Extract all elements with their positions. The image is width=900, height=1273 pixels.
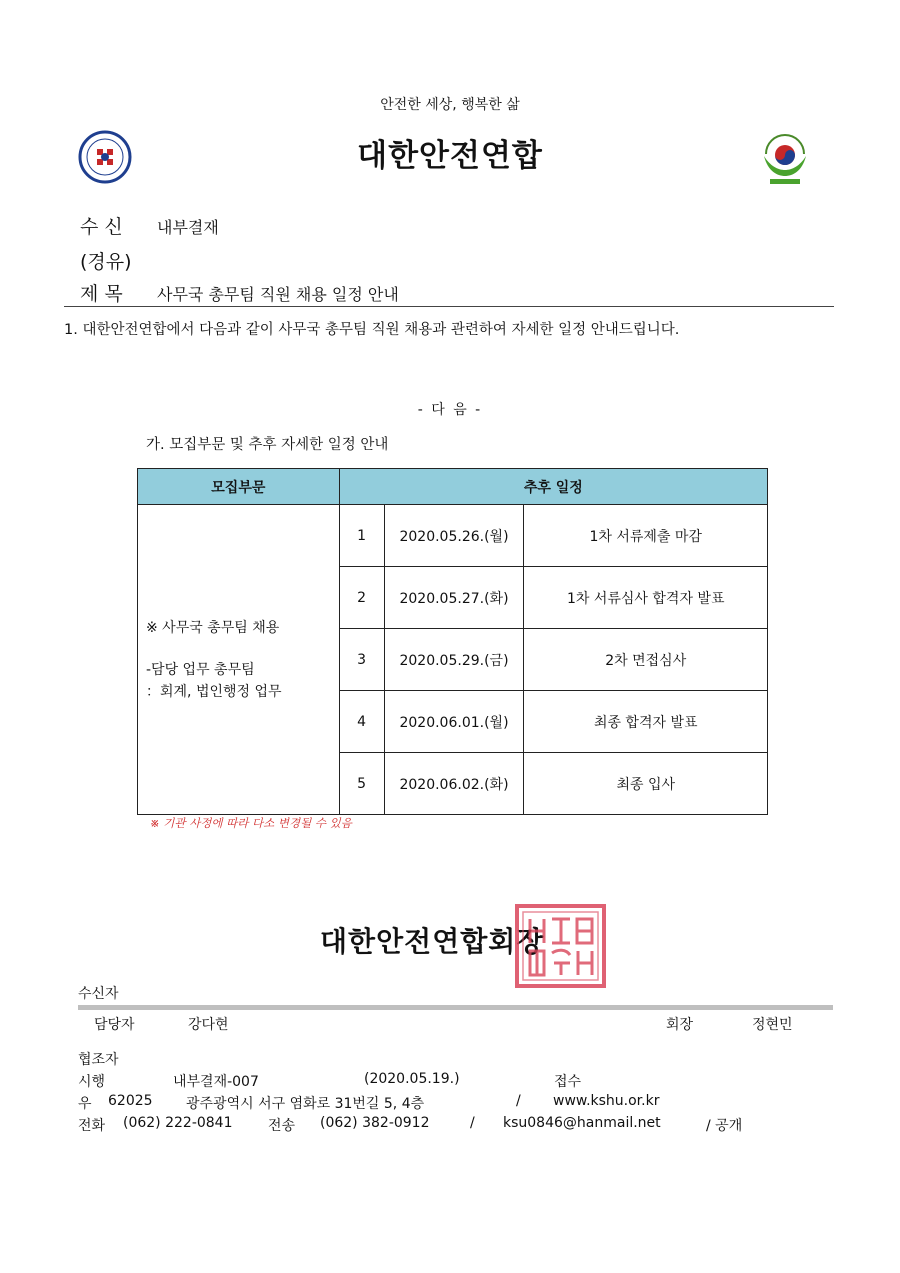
section-title: 가. 모집부문 및 추후 자세한 일정 안내 <box>146 437 389 453</box>
zip-label: 우 <box>78 1096 92 1112</box>
official-seal-stamp <box>514 903 607 989</box>
row-number: 1 <box>339 505 384 567</box>
column-header-dept: 모집부문 <box>138 469 340 505</box>
row-number: 3 <box>339 629 384 691</box>
fax-label: 전송 <box>268 1118 296 1134</box>
subject-label: 제 목 <box>80 283 123 305</box>
row-date: 2020.06.01.(월) <box>384 691 524 753</box>
dept-line-1: ※ 사무국 총무팀 채용 <box>146 619 280 636</box>
recipients-label: 수신자 <box>78 986 119 1002</box>
execution-doc-number: 내부결재-007 <box>173 1074 259 1090</box>
row-number: 4 <box>339 691 384 753</box>
address-separator: / <box>516 1093 521 1109</box>
dept-cell <box>138 505 340 815</box>
person-in-charge-label: 담당자 <box>94 1017 135 1033</box>
row-date: 2020.06.02.(화) <box>384 753 524 815</box>
website-link[interactable]: www.kshu.or.kr <box>553 1093 660 1109</box>
change-notice: ※ 기관 사정에 따라 다소 변경될 수 있음 <box>150 816 352 830</box>
recipient-value: 내부결재 <box>157 218 219 237</box>
org-title: 대한안전연합 <box>357 138 543 174</box>
chief-name: 정현민 <box>752 1017 793 1033</box>
disclosure-status: / 공개 <box>706 1118 743 1134</box>
phone-label: 전화 <box>78 1118 106 1134</box>
zip-code: 62025 <box>108 1093 153 1109</box>
address: 광주광역시 서구 염화로 31번길 5, 4층 <box>186 1096 425 1112</box>
fax-number: (062) 382-0912 <box>320 1115 430 1131</box>
table-header-row <box>138 469 768 505</box>
contact-separator: / <box>470 1115 475 1131</box>
slogan: 안전한 세상, 행복한 삶 <box>380 97 520 113</box>
center-note: - 다 음 - <box>417 402 483 418</box>
body-paragraph: 1. 대한안전연합에서 다음과 같이 사무국 총무팀 직원 채용과 관련하여 자세한 일정 안내드립니다. <box>64 322 680 338</box>
row-number: 2 <box>339 567 384 629</box>
phone-number: (062) 222-0841 <box>123 1115 233 1131</box>
signature-title: 대한안전연합회장 <box>320 925 545 958</box>
table-row <box>138 505 768 567</box>
row-event: 1차 서류제출 마감 <box>524 505 768 567</box>
recipient-label: 수 신 <box>80 216 123 238</box>
dept-line-2: -담당 업무 총무팀 <box>146 661 255 678</box>
footer-divider-bar <box>78 1005 833 1010</box>
execution-date: (2020.05.19.) <box>364 1071 460 1087</box>
subject-value: 사무국 총무팀 직원 채용 일정 안내 <box>157 285 399 304</box>
education-donation-logo <box>758 128 812 188</box>
header-divider <box>64 306 834 307</box>
dept-line-3: ：회계, 법인행정 업무 <box>146 683 282 700</box>
row-date: 2020.05.29.(금) <box>384 629 524 691</box>
cooperator-label: 협조자 <box>78 1052 119 1068</box>
row-number: 5 <box>339 753 384 815</box>
column-header-schedule: 추후 일정 <box>339 469 767 505</box>
email-link[interactable]: ksu0846@hanmail.net <box>503 1115 661 1131</box>
row-event: 2차 면접심사 <box>524 629 768 691</box>
via-label: (경유) <box>80 251 132 273</box>
row-event: 1차 서류심사 합격자 발표 <box>524 567 768 629</box>
row-event: 최종 합격자 발표 <box>524 691 768 753</box>
row-event: 최종 입사 <box>524 753 768 815</box>
row-date: 2020.05.26.(월) <box>384 505 524 567</box>
row-date: 2020.05.27.(화) <box>384 567 524 629</box>
receipt-label: 접수 <box>554 1074 582 1090</box>
execution-label: 시행 <box>78 1074 106 1090</box>
schedule-table <box>137 468 768 815</box>
person-in-charge-name: 강다현 <box>188 1017 229 1033</box>
chief-label: 회장 <box>666 1017 694 1033</box>
